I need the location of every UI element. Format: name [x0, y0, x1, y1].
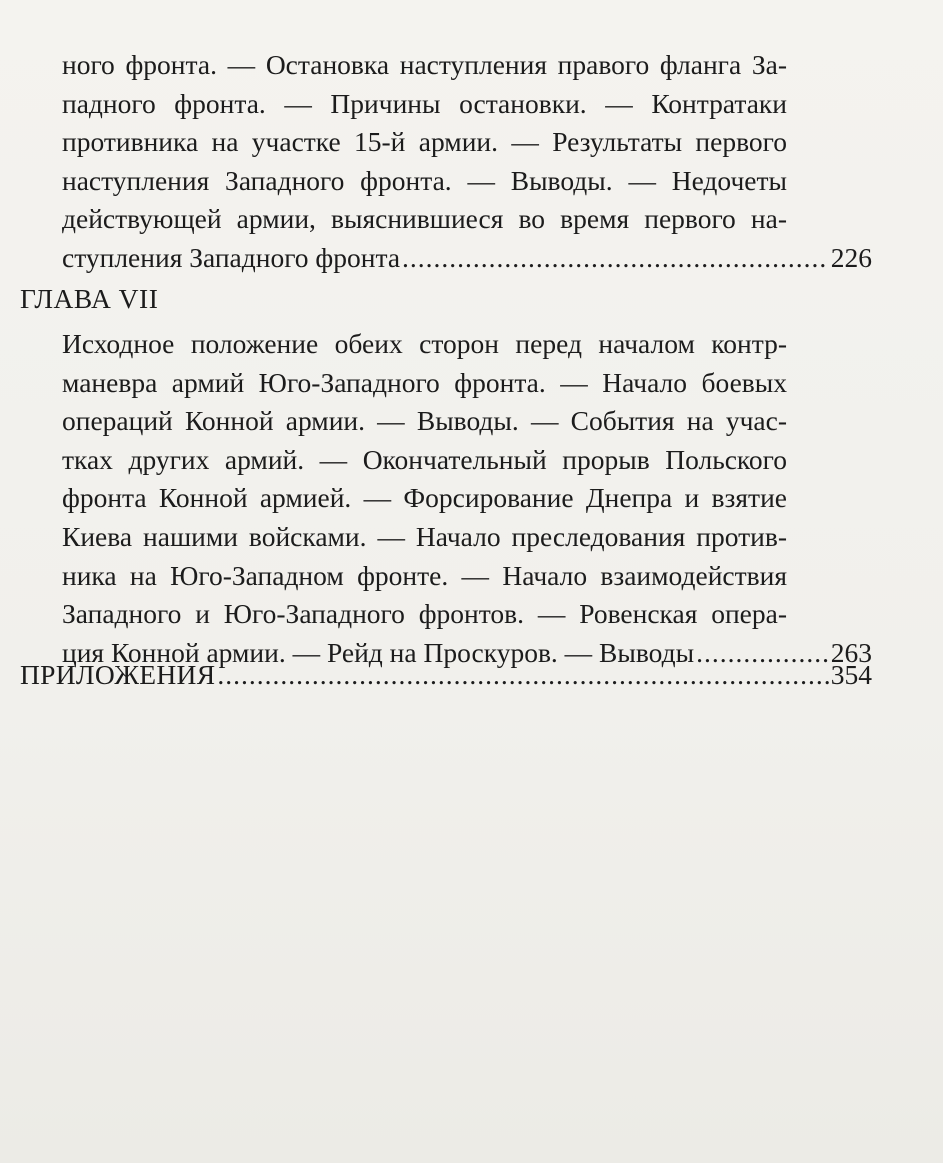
- toc-entry-last-line: [62, 239, 872, 278]
- toc-entry-chapter-vii: [62, 325, 872, 672]
- toc-entry-appendix: [20, 656, 872, 694]
- toc-entry-line: наступления Западного фронта. — Выводы. — Недочеты: [62, 164, 787, 196]
- page-number: 354: [830, 659, 872, 690]
- page-number: 263: [830, 636, 872, 668]
- toc-entry-line: операций Конной армии. — Выводы. — События на учас-: [62, 405, 787, 437]
- toc-entry-line: Западного и Юго-Западного фронтов. — Ровенская опера-: [62, 598, 787, 630]
- chapter-heading: ГЛАВА VII: [20, 283, 159, 314]
- toc-entry-line-text: ция Конной армии. — Рейд на Проскуров. — Выводы: [62, 636, 695, 668]
- toc-entry-line: падного фронта. — Причины остановки. — Контратаки: [62, 87, 787, 119]
- toc-entry-line-text: ступления Западного фронта: [62, 241, 401, 273]
- page-number: 226: [830, 241, 872, 273]
- toc-entry-line: маневра армий Юго-Западного фронта. — Начало боевых: [62, 366, 787, 398]
- toc-entry-line: Киева нашими войсками. — Начало преследования против-: [62, 520, 787, 552]
- appendix-label: ПРИЛОЖЕНИЯ: [20, 659, 216, 690]
- toc-entry-line: Исходное положение обеих сторон перед началом контр-: [62, 328, 787, 359]
- toc-entry-line: ника на Юго-Западном фронте. — Начало взаимодействия: [62, 559, 787, 591]
- dot-leader: [217, 656, 828, 694]
- dot-leader: [402, 239, 829, 278]
- toc-entry-line: тках других армий. — Окончательный прорыв Польского: [62, 443, 787, 475]
- toc-entry-chapter-vi: [62, 46, 872, 278]
- toc-entry-line: фронта Конной армией. — Форсирование Днепра и взятие: [62, 482, 787, 514]
- toc-entry-line: действующей армии, выяснившиеся во время первого на-: [62, 203, 787, 235]
- toc-entry-line: ного фронта. — Остановка наступления правого фланга За-: [62, 49, 787, 80]
- toc-entry-line: противника на участке 15-й армии. — Результаты первого: [62, 126, 787, 158]
